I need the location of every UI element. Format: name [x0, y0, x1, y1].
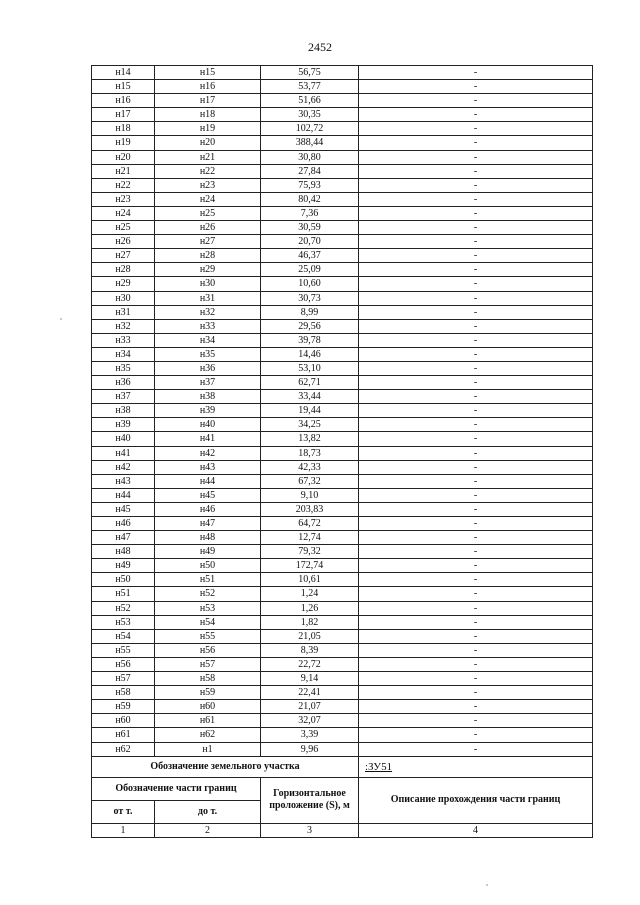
description-cell: -: [359, 601, 593, 615]
table-row: [92, 94, 593, 108]
from-point-cell: н30: [92, 291, 155, 305]
description-cell: -: [359, 545, 593, 559]
table-row: [92, 432, 593, 446]
table-row: [92, 347, 593, 361]
horizontal-distance-cell: 64,72: [261, 517, 359, 531]
table-row: [92, 474, 593, 488]
description-cell: -: [359, 418, 593, 432]
to-point-cell: н24: [155, 192, 261, 206]
description-cell: -: [359, 235, 593, 249]
page-number: 2452: [308, 40, 332, 54]
table-row: [92, 517, 593, 531]
horizontal-distance-cell: 9,96: [261, 742, 359, 756]
header-part-label: Обозначение части границ: [92, 777, 261, 800]
description-cell: -: [359, 164, 593, 178]
from-point-cell: н34: [92, 347, 155, 361]
table-row: [92, 545, 593, 559]
table-row: [92, 418, 593, 432]
horizontal-distance-cell: 21,05: [261, 629, 359, 643]
description-cell: -: [359, 192, 593, 206]
description-cell: -: [359, 728, 593, 742]
from-point-cell: н22: [92, 178, 155, 192]
to-point-cell: н60: [155, 700, 261, 714]
from-point-cell: н24: [92, 206, 155, 220]
to-point-cell: н42: [155, 446, 261, 460]
description-cell: -: [359, 333, 593, 347]
description-cell: -: [359, 686, 593, 700]
description-cell: -: [359, 700, 593, 714]
horizontal-distance-cell: 53,77: [261, 80, 359, 94]
horizontal-distance-cell: 39,78: [261, 333, 359, 347]
table-row: [92, 587, 593, 601]
to-point-cell: н27: [155, 235, 261, 249]
from-point-cell: н31: [92, 305, 155, 319]
plot-label: Обозначение земельного участка: [92, 756, 359, 777]
description-cell: -: [359, 291, 593, 305]
to-point-cell: н46: [155, 502, 261, 516]
description-cell: -: [359, 277, 593, 291]
to-point-cell: н36: [155, 361, 261, 375]
to-point-cell: н62: [155, 728, 261, 742]
horizontal-distance-cell: 18,73: [261, 446, 359, 460]
description-cell: -: [359, 672, 593, 686]
from-point-cell: н41: [92, 446, 155, 460]
from-point-cell: н44: [92, 488, 155, 502]
from-point-cell: н61: [92, 728, 155, 742]
horizontal-distance-cell: 34,25: [261, 418, 359, 432]
from-point-cell: н18: [92, 122, 155, 136]
description-cell: -: [359, 347, 593, 361]
to-point-cell: н50: [155, 559, 261, 573]
to-point-cell: н38: [155, 390, 261, 404]
from-point-cell: н27: [92, 249, 155, 263]
horizontal-distance-cell: 67,32: [261, 474, 359, 488]
to-point-cell: н20: [155, 136, 261, 150]
table-row: [92, 249, 593, 263]
description-cell: -: [359, 94, 593, 108]
to-point-cell: н61: [155, 714, 261, 728]
description-cell: -: [359, 305, 593, 319]
table-row: [92, 559, 593, 573]
boundary-rows: [92, 66, 593, 757]
to-point-cell: н56: [155, 643, 261, 657]
from-point-cell: н21: [92, 164, 155, 178]
to-point-cell: н41: [155, 432, 261, 446]
from-point-cell: н36: [92, 376, 155, 390]
table-row: [92, 672, 593, 686]
from-point-cell: н29: [92, 277, 155, 291]
table-row: [92, 136, 593, 150]
table-row: [92, 728, 593, 742]
table-row: [92, 333, 593, 347]
description-cell: -: [359, 404, 593, 418]
table-row: [92, 291, 593, 305]
scan-speck: [486, 884, 488, 886]
horizontal-distance-cell: 75,93: [261, 178, 359, 192]
description-cell: -: [359, 488, 593, 502]
from-point-cell: н45: [92, 502, 155, 516]
table-row: [92, 319, 593, 333]
from-point-cell: н26: [92, 235, 155, 249]
from-point-cell: н55: [92, 643, 155, 657]
to-point-cell: н30: [155, 277, 261, 291]
from-point-cell: н46: [92, 517, 155, 531]
horizontal-distance-cell: 32,07: [261, 714, 359, 728]
table-row: [92, 263, 593, 277]
from-point-cell: н43: [92, 474, 155, 488]
horizontal-distance-cell: 29,56: [261, 319, 359, 333]
table-row: [92, 629, 593, 643]
from-point-cell: н35: [92, 361, 155, 375]
horizontal-distance-cell: 27,84: [261, 164, 359, 178]
to-point-cell: н1: [155, 742, 261, 756]
from-point-cell: н53: [92, 615, 155, 629]
to-point-cell: н58: [155, 672, 261, 686]
from-point-cell: н16: [92, 94, 155, 108]
to-point-cell: н37: [155, 376, 261, 390]
horizontal-distance-cell: 3,39: [261, 728, 359, 742]
table-row: [92, 376, 593, 390]
table-row: [92, 305, 593, 319]
from-point-cell: н52: [92, 601, 155, 615]
header-horizontal: Горизонтальное проложение (S), м: [261, 777, 359, 823]
horizontal-distance-cell: 80,42: [261, 192, 359, 206]
column-number: 4: [359, 823, 593, 837]
to-point-cell: н28: [155, 249, 261, 263]
description-cell: -: [359, 742, 593, 756]
from-point-cell: н48: [92, 545, 155, 559]
horizontal-distance-cell: 79,32: [261, 545, 359, 559]
table-row: [92, 164, 593, 178]
to-point-cell: н32: [155, 305, 261, 319]
horizontal-distance-cell: 1,24: [261, 587, 359, 601]
horizontal-distance-cell: 33,44: [261, 390, 359, 404]
to-point-cell: н35: [155, 347, 261, 361]
to-point-cell: н22: [155, 164, 261, 178]
horizontal-distance-cell: 1,26: [261, 601, 359, 615]
description-cell: -: [359, 221, 593, 235]
from-point-cell: н32: [92, 319, 155, 333]
table-row: [92, 66, 593, 80]
from-point-cell: н20: [92, 150, 155, 164]
table-row: [92, 502, 593, 516]
to-point-cell: н15: [155, 66, 261, 80]
table-row: [92, 361, 593, 375]
to-point-cell: н19: [155, 122, 261, 136]
from-point-cell: н17: [92, 108, 155, 122]
to-point-cell: н33: [155, 319, 261, 333]
to-point-cell: н25: [155, 206, 261, 220]
description-cell: -: [359, 319, 593, 333]
plot-label-row: [92, 756, 593, 777]
to-point-cell: н47: [155, 517, 261, 531]
from-point-cell: н42: [92, 460, 155, 474]
description-cell: -: [359, 531, 593, 545]
from-point-cell: н50: [92, 573, 155, 587]
table-row: [92, 80, 593, 94]
column-number: 1: [92, 823, 155, 837]
horizontal-distance-cell: 9,14: [261, 672, 359, 686]
table-row: [92, 601, 593, 615]
horizontal-distance-cell: 22,41: [261, 686, 359, 700]
to-point-cell: н23: [155, 178, 261, 192]
horizontal-distance-cell: 51,66: [261, 94, 359, 108]
description-cell: -: [359, 178, 593, 192]
horizontal-distance-cell: 25,09: [261, 263, 359, 277]
to-point-cell: н59: [155, 686, 261, 700]
description-cell: -: [359, 714, 593, 728]
description-cell: -: [359, 629, 593, 643]
from-point-cell: н38: [92, 404, 155, 418]
to-point-cell: н48: [155, 531, 261, 545]
table-row: [92, 643, 593, 657]
horizontal-distance-cell: 1,82: [261, 615, 359, 629]
scan-speck: [60, 318, 62, 320]
from-point-cell: н56: [92, 657, 155, 671]
from-point-cell: н15: [92, 80, 155, 94]
horizontal-distance-cell: 388,44: [261, 136, 359, 150]
horizontal-distance-cell: 30,80: [261, 150, 359, 164]
description-cell: -: [359, 615, 593, 629]
description-cell: -: [359, 390, 593, 404]
description-cell: -: [359, 206, 593, 220]
horizontal-distance-cell: 203,83: [261, 502, 359, 516]
horizontal-distance-cell: 22,72: [261, 657, 359, 671]
to-point-cell: н39: [155, 404, 261, 418]
from-point-cell: н28: [92, 263, 155, 277]
table-row: [92, 277, 593, 291]
description-cell: -: [359, 263, 593, 277]
from-point-cell: н62: [92, 742, 155, 756]
to-point-cell: н52: [155, 587, 261, 601]
from-point-cell: н33: [92, 333, 155, 347]
horizontal-distance-cell: 20,70: [261, 235, 359, 249]
table-row: [92, 108, 593, 122]
table-row: [92, 235, 593, 249]
to-point-cell: н29: [155, 263, 261, 277]
description-cell: -: [359, 66, 593, 80]
horizontal-distance-cell: 19,44: [261, 404, 359, 418]
to-point-cell: н18: [155, 108, 261, 122]
to-point-cell: н40: [155, 418, 261, 432]
from-point-cell: н51: [92, 587, 155, 601]
horizontal-distance-cell: 102,72: [261, 122, 359, 136]
to-point-cell: н34: [155, 333, 261, 347]
table-row: [92, 531, 593, 545]
horizontal-distance-cell: 10,61: [261, 573, 359, 587]
table-row: [92, 192, 593, 206]
to-point-cell: н16: [155, 80, 261, 94]
table-row: [92, 446, 593, 460]
description-cell: -: [359, 361, 593, 375]
horizontal-distance-cell: 30,59: [261, 221, 359, 235]
description-cell: -: [359, 573, 593, 587]
description-cell: -: [359, 657, 593, 671]
description-cell: -: [359, 108, 593, 122]
to-point-cell: н21: [155, 150, 261, 164]
to-point-cell: н55: [155, 629, 261, 643]
horizontal-distance-cell: 14,46: [261, 347, 359, 361]
table-row: [92, 700, 593, 714]
horizontal-distance-cell: 12,74: [261, 531, 359, 545]
from-point-cell: н59: [92, 700, 155, 714]
description-cell: -: [359, 517, 593, 531]
from-point-cell: н60: [92, 714, 155, 728]
description-cell: -: [359, 80, 593, 94]
table-row: [92, 390, 593, 404]
description-cell: -: [359, 474, 593, 488]
description-cell: -: [359, 587, 593, 601]
table-row: [92, 488, 593, 502]
description-cell: -: [359, 432, 593, 446]
description-cell: -: [359, 446, 593, 460]
header-from: от т.: [92, 800, 155, 823]
from-point-cell: н57: [92, 672, 155, 686]
from-point-cell: н23: [92, 192, 155, 206]
to-point-cell: н51: [155, 573, 261, 587]
table-row: [92, 686, 593, 700]
to-point-cell: н57: [155, 657, 261, 671]
horizontal-distance-cell: 8,39: [261, 643, 359, 657]
table-row: [92, 150, 593, 164]
from-point-cell: н14: [92, 66, 155, 80]
description-cell: -: [359, 122, 593, 136]
header-to: до т.: [155, 800, 261, 823]
from-point-cell: н54: [92, 629, 155, 643]
description-cell: -: [359, 376, 593, 390]
table-row: [92, 714, 593, 728]
from-point-cell: н49: [92, 559, 155, 573]
column-number: 3: [261, 823, 359, 837]
to-point-cell: н31: [155, 291, 261, 305]
horizontal-distance-cell: 13,82: [261, 432, 359, 446]
description-cell: -: [359, 249, 593, 263]
table-row: [92, 122, 593, 136]
to-point-cell: н17: [155, 94, 261, 108]
table-row: [92, 460, 593, 474]
header-row-1: [92, 777, 593, 800]
description-cell: -: [359, 150, 593, 164]
from-point-cell: н58: [92, 686, 155, 700]
from-point-cell: н39: [92, 418, 155, 432]
horizontal-distance-cell: 46,37: [261, 249, 359, 263]
horizontal-distance-cell: 56,75: [261, 66, 359, 80]
table-row: [92, 742, 593, 756]
plot-id-cell: [359, 756, 593, 777]
table-row: [92, 573, 593, 587]
horizontal-distance-cell: 10,60: [261, 277, 359, 291]
horizontal-distance-cell: 8,99: [261, 305, 359, 319]
table-row: [92, 221, 593, 235]
horizontal-distance-cell: 62,71: [261, 376, 359, 390]
table-row: [92, 178, 593, 192]
from-point-cell: н40: [92, 432, 155, 446]
horizontal-distance-cell: 30,35: [261, 108, 359, 122]
description-cell: -: [359, 460, 593, 474]
to-point-cell: н54: [155, 615, 261, 629]
table-row: [92, 206, 593, 220]
to-point-cell: н49: [155, 545, 261, 559]
description-cell: -: [359, 136, 593, 150]
from-point-cell: н37: [92, 390, 155, 404]
description-cell: -: [359, 502, 593, 516]
section-block: [92, 756, 593, 837]
to-point-cell: н45: [155, 488, 261, 502]
from-point-cell: н25: [92, 221, 155, 235]
column-number: 2: [155, 823, 261, 837]
from-point-cell: н47: [92, 531, 155, 545]
description-cell: -: [359, 643, 593, 657]
to-point-cell: н53: [155, 601, 261, 615]
horizontal-distance-cell: 172,74: [261, 559, 359, 573]
horizontal-distance-cell: 21,07: [261, 700, 359, 714]
header-description: Описание прохождения части границ: [359, 777, 593, 823]
plot-id: :ЗУ51: [365, 760, 393, 773]
horizontal-distance-cell: 9,10: [261, 488, 359, 502]
to-point-cell: н43: [155, 460, 261, 474]
horizontal-distance-cell: 42,33: [261, 460, 359, 474]
to-point-cell: н26: [155, 221, 261, 235]
description-cell: -: [359, 559, 593, 573]
horizontal-distance-cell: 53,10: [261, 361, 359, 375]
table-row: [92, 657, 593, 671]
to-point-cell: н44: [155, 474, 261, 488]
from-point-cell: н19: [92, 136, 155, 150]
horizontal-distance-cell: 30,73: [261, 291, 359, 305]
column-number-row: [92, 823, 593, 837]
table-row: [92, 615, 593, 629]
horizontal-distance-cell: 7,36: [261, 206, 359, 220]
table-row: [92, 404, 593, 418]
boundary-table: [91, 65, 593, 838]
